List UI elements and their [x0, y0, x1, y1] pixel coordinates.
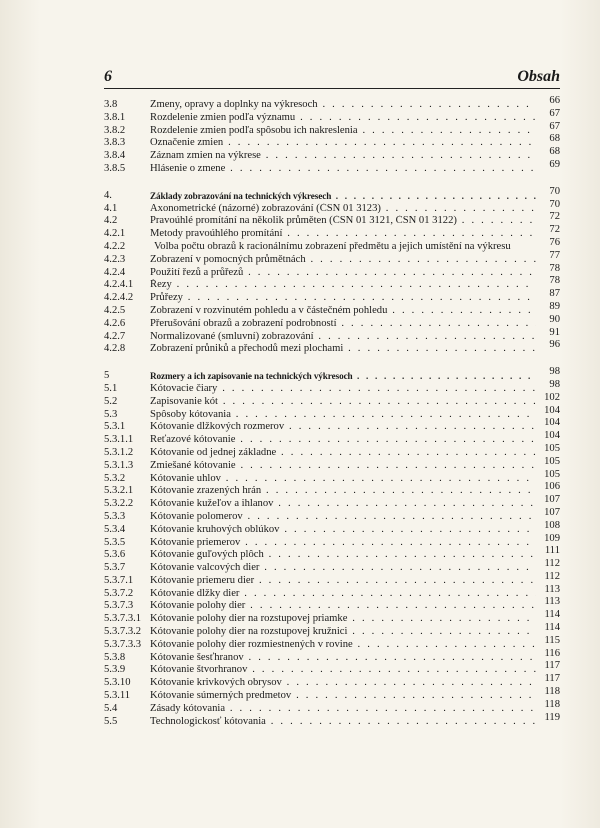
toc-entry	[104, 430, 560, 447]
toc-entry-page: 77	[549, 249, 560, 261]
toc-entry-page: 118	[544, 698, 560, 710]
page-header	[104, 68, 560, 90]
toc-entry-page: 117	[544, 660, 560, 672]
toc-entry-title: Kótovacie čiary . . .	[150, 383, 536, 396]
toc-entry-page: 109	[544, 532, 560, 544]
toc-entry-page: 115	[544, 634, 560, 646]
toc-entry-number: 5.1	[104, 382, 118, 394]
toc-entry-title: Technologickosť kótovania . . .	[150, 716, 536, 729]
toc-entry-number: 5.3.7.2	[104, 587, 134, 599]
toc-entry-number: 4.2.8	[104, 343, 126, 355]
toc-entry	[104, 378, 560, 396]
toc-entry-number: 3.8.4	[104, 150, 126, 162]
toc-entry-title: Zobrazení v rozvinutém pohledu a v částečném pohledu . . .	[150, 305, 536, 318]
toc-entry-page: 68	[549, 133, 560, 145]
toc-entry-page: 66	[549, 95, 560, 106]
toc-entry-page: 104	[544, 417, 560, 429]
toc-entry-number: 4.2	[104, 215, 118, 227]
toc-entry	[104, 224, 560, 241]
toc-entry-page: 96	[549, 339, 560, 351]
toc-entry-page: 70	[549, 198, 560, 210]
toc-entry-title: Kótovanie guľových plôch . . .	[150, 549, 536, 562]
toc-entry-title: Kótovanie kužeľov a ihlanov . . .	[150, 498, 536, 511]
toc-entry-title: Pravoúhlé promítání na několik průměten (ČSN 01 3121, ČSN 01 3122) . . .	[150, 215, 536, 228]
toc-entry-page: 107	[544, 506, 560, 518]
toc-entry-title: Kótovanie polohy dier na rozstupovej kružnici . . .	[150, 626, 536, 639]
toc-entry-page: 67	[549, 107, 560, 119]
toc-entry	[104, 686, 560, 703]
toc-entry	[104, 545, 560, 562]
toc-entry-number: 4.2.7	[104, 330, 126, 342]
toc-entry	[104, 532, 560, 550]
toc-entry-page: 70	[549, 185, 560, 197]
toc-entry-page: 104	[544, 404, 560, 416]
toc-entry-title: Zobrazení průniků a přechodů mezi plochami . . .	[150, 343, 536, 356]
toc-entry-number: 3.8.3	[104, 137, 126, 149]
toc-entry-title: Volba počtu obrazů k racionálnímu zobrazení předmětu a jejich umístění na výkresu	[154, 240, 511, 252]
toc-entry	[104, 133, 560, 150]
toc-entry-title: Rozmery a ich zapisovanie na technických výkresoch . . .	[150, 370, 536, 383]
toc-entry-page: 78	[549, 262, 560, 274]
toc-entry-title: Axonometrické (názorné) zobrazování (ČSN 01 3123) . . .	[150, 203, 536, 216]
toc-entry-page: 112	[544, 558, 560, 570]
toc-entry-title: Zmeny, opravy a doplnky na výkresoch . . .	[150, 99, 536, 112]
toc-entry-title: Kótovanie uhlov . . .	[150, 473, 536, 486]
toc-entry-page: 87	[549, 288, 560, 300]
toc-entry-number: 5.3.3	[104, 510, 126, 522]
toc-entry-title: Zmiešané kótovanie . . .	[150, 460, 536, 473]
toc-entry-title: Záznam zmien na výkrese . . .	[150, 150, 536, 163]
toc-entry-title: Reťazové kótovanie . . .	[150, 434, 536, 447]
toc-entry-page: 98	[549, 366, 560, 378]
toc-entry	[104, 494, 560, 511]
toc-entry-page: 113	[544, 596, 560, 608]
toc-entry-page: 106	[544, 481, 560, 493]
toc-entry-number: 5.5	[104, 715, 118, 727]
toc-entry-number: 5.3.1.3	[104, 459, 134, 471]
toc-entry-title: Kótovanie kruhových oblúkov . . .	[150, 524, 536, 537]
toc-entry-page: 113	[544, 583, 560, 595]
toc-entry-title: Kótovanie dĺžky dier . . .	[150, 588, 536, 601]
toc-entry	[104, 366, 560, 383]
header-rule	[104, 88, 560, 89]
toc-entry-title: Rozdelenie zmien podľa spôsobu ich nakreslenia . . .	[150, 125, 536, 138]
toc-entry-page: 105	[544, 468, 560, 480]
toc-entry-title: Kótovanie priemerov . . .	[150, 537, 536, 550]
toc-entry-number: 5.3.1.2	[104, 446, 134, 458]
toc-entry-page: 119	[544, 711, 560, 723]
toc-entry-number: 5.3.1	[104, 421, 126, 433]
toc-entry-page: 72	[549, 211, 560, 223]
toc-entry	[104, 288, 560, 305]
toc-entry-title: Rozdelenie zmien podľa významu . . .	[150, 112, 536, 125]
toc-entry-page: 117	[544, 673, 560, 685]
toc-entry-page: 91	[549, 326, 560, 338]
toc-entry-number: 5.3.7.3.3	[104, 638, 142, 650]
toc-entry-title: Průřezy . . .	[150, 292, 536, 305]
toc-entry-title: Kótovanie polomerov . . .	[150, 511, 536, 524]
toc-entry	[104, 442, 560, 460]
toc-entry-page: 98	[549, 378, 560, 390]
toc-entry	[104, 455, 560, 473]
toc-entry-page: 89	[549, 300, 560, 312]
toc-entry-page: 114	[544, 609, 560, 621]
toc-entry	[104, 468, 560, 486]
toc-entry	[104, 185, 560, 203]
toc-entry-page: 112	[544, 570, 560, 582]
toc-entry	[104, 634, 560, 652]
toc-entry	[104, 211, 560, 228]
page-number: 6	[104, 68, 112, 85]
toc-entry	[104, 107, 560, 125]
toc-entry	[104, 262, 560, 280]
table-of-contents	[104, 95, 560, 728]
toc-entry-number: 5.3.7.3.2	[104, 626, 142, 638]
toc-entry-number: 5.3.10	[104, 677, 131, 689]
toc-entry-title: Označenie zmien . . .	[150, 137, 536, 150]
toc-entry-title: Normalizované (smluvní) zobrazování . . .	[150, 331, 536, 344]
toc-entry	[104, 391, 560, 409]
toc-entry	[104, 609, 560, 626]
toc-entry-number: 5.3.2.1	[104, 485, 134, 497]
toc-entry	[104, 120, 560, 138]
toc-entry-page: 76	[549, 236, 560, 248]
toc-entry-title: Kótovanie zrazených hrán . . .	[150, 485, 536, 498]
toc-entry-number: 5.3.6	[104, 549, 126, 561]
toc-entry	[104, 660, 560, 677]
toc-entry-title: Kótovanie šesťhranov . . .	[150, 652, 536, 665]
toc-entry-number: 5.3.7.3	[104, 600, 134, 612]
toc-entry-title: Kótovanie krivkových obrysov . . .	[150, 677, 536, 690]
toc-entry-number: 5.3.7	[104, 562, 126, 574]
toc-entry-number: 5.3.4	[104, 523, 126, 535]
toc-entry-title: Kótovanie od jednej základne . . .	[150, 447, 536, 460]
toc-entry	[104, 711, 560, 729]
toc-entry-page: 108	[544, 519, 560, 531]
toc-entry-title: Přerušování obrazů a zobrazení podrobností . . .	[150, 318, 536, 331]
toc-entry	[104, 326, 560, 344]
toc-entry-title: Kótovanie polohy dier rozmiestnených v rovine . . .	[150, 639, 536, 652]
toc-entry-title: Zobrazení v pomocných průmětnách . . .	[150, 254, 536, 267]
toc-entry-page: 105	[544, 455, 560, 467]
toc-entry-number: 4.2.1	[104, 228, 126, 240]
toc-entry-page: 116	[544, 647, 560, 659]
toc-entry-number: 4.2.5	[104, 304, 126, 316]
toc-entry-title: Kótovanie polohy dier na rozstupovej priamke . . .	[150, 613, 536, 626]
toc-entry-title: Kótovanie štvorhranov . . .	[150, 664, 536, 677]
toc-entry	[104, 622, 560, 639]
toc-entry-number: 5.3.9	[104, 664, 126, 676]
section-title: Obsah	[517, 68, 560, 85]
toc-entry-page: 78	[549, 275, 560, 287]
toc-entry-number: 3.8.2	[104, 124, 126, 136]
toc-entry-number: 3.8	[104, 99, 118, 110]
toc-entry-page: 90	[549, 313, 560, 325]
toc-entry-page: 67	[549, 120, 560, 132]
toc-entry-title: Zapisovanie kót . . .	[150, 396, 536, 409]
toc-entry-title: Řezy . . .	[150, 279, 536, 292]
toc-entry-number: 3.8.5	[104, 162, 126, 174]
toc-entry-page: 114	[544, 622, 560, 634]
toc-entry-page: 111	[544, 545, 560, 557]
toc-entry	[104, 506, 560, 524]
toc-entry-number: 5.3.7.3.1	[104, 613, 142, 625]
toc-entry-number: 5.3.8	[104, 651, 126, 663]
toc-entry-number: 4.2.3	[104, 253, 126, 265]
toc-entry-number: 4.	[104, 189, 112, 201]
toc-entry-title: Kótovanie dĺžkových rozmerov . . .	[150, 421, 536, 434]
toc-entry-page: 107	[544, 494, 560, 506]
toc-entry-title: Základy zobrazování na technických výkresech . . .	[150, 190, 536, 203]
toc-entry	[104, 417, 560, 434]
toc-entry	[104, 339, 560, 356]
toc-entry	[104, 647, 560, 665]
toc-entry-title: Kótovanie súmerných predmetov . . .	[150, 690, 536, 703]
toc-entry-number: 4.2.6	[104, 317, 126, 329]
toc-entry-page: 72	[549, 224, 560, 236]
toc-entry-page: 118	[544, 686, 560, 698]
toc-entry-number: 3.8.1	[104, 111, 126, 123]
toc-entry-title: Hlásenie o zmene . . .	[150, 163, 536, 176]
toc-entry	[104, 519, 560, 537]
toc-entry-title: Zásady kótovania . . .	[150, 703, 536, 716]
toc-entry-number: 4.2.4.1	[104, 279, 134, 291]
toc-entry-number: 4.1	[104, 202, 118, 214]
toc-entry	[104, 596, 560, 613]
toc-entry-number: 5.2	[104, 395, 118, 407]
toc-entry-number: 5.3.5	[104, 536, 126, 548]
toc-entry-page: 104	[544, 430, 560, 442]
toc-entry	[104, 570, 560, 588]
toc-entry-page: 69	[549, 158, 560, 170]
toc-entry	[104, 673, 560, 690]
toc-entry-title: Spôsoby kótovania . . .	[150, 409, 536, 422]
toc-entry-page: 102	[544, 391, 560, 403]
toc-entry	[104, 558, 560, 575]
toc-entry	[104, 300, 560, 318]
toc-entry	[104, 313, 560, 331]
toc-entry	[104, 698, 560, 716]
toc-entry-number: 5.3	[104, 408, 118, 420]
toc-entry-number: 5	[104, 370, 110, 382]
toc-entry-title: Kótovanie valcových dier . . .	[150, 562, 536, 575]
toc-entry-number: 5.3.2	[104, 472, 126, 484]
toc-entry	[104, 198, 560, 216]
toc-entry-number: 5.3.1.1	[104, 434, 134, 446]
toc-entry-page: 105	[544, 442, 560, 454]
toc-entry-title: Kótovanie polohy dier . . .	[150, 600, 536, 613]
toc-entry-number: 4.2.4	[104, 266, 126, 278]
toc-entry	[104, 158, 560, 176]
toc-entry-number: 5.3.2.2	[104, 498, 134, 510]
toc-entry	[104, 95, 560, 112]
toc-entry	[104, 275, 560, 292]
toc-entry-title: Metody pravoúhlého promítání . . .	[150, 228, 536, 241]
toc-entry-number: 5.3.7.1	[104, 574, 134, 586]
toc-entry	[104, 583, 560, 601]
toc-entry-title: Kótovanie priemeru dier . . .	[150, 575, 536, 588]
toc-entry	[104, 236, 560, 254]
toc-entry-title: Použití řezů a průřezů . . .	[150, 267, 536, 280]
toc-entry	[104, 146, 560, 163]
toc-entry-number: 5.3.11	[104, 690, 131, 702]
toc-entry	[104, 249, 560, 267]
toc-entry	[104, 481, 560, 498]
toc-entry-number: 4.2.4.2	[104, 292, 134, 304]
toc-entry	[104, 404, 560, 422]
toc-entry-page: 68	[549, 146, 560, 158]
toc-entry-number: 4.2.2	[104, 240, 126, 252]
toc-entry-number: 5.4	[104, 702, 118, 714]
